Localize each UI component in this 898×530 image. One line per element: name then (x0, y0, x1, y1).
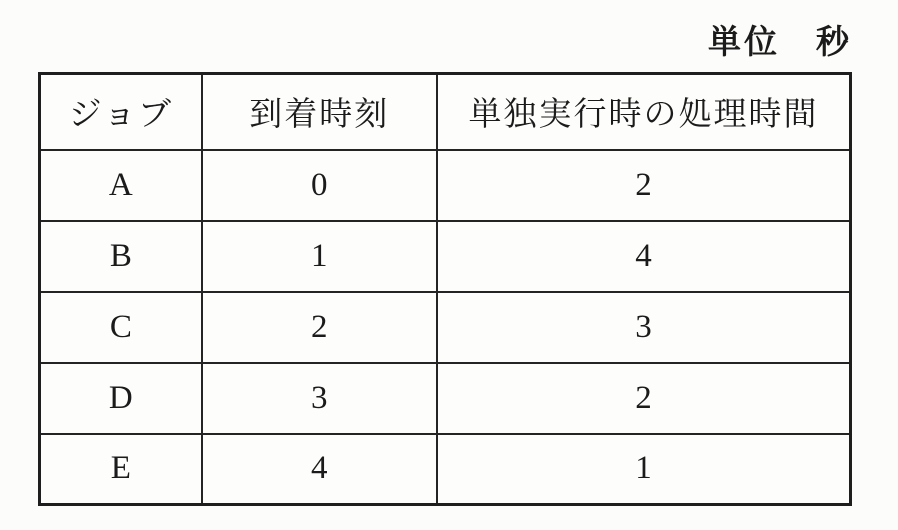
cell-job: D (40, 363, 202, 434)
cell-arrival-time: 2 (202, 292, 437, 363)
cell-processing-time: 2 (437, 363, 851, 434)
cell-arrival-time: 4 (202, 434, 437, 505)
table-header-row (40, 74, 851, 150)
cell-arrival-time: 0 (202, 150, 437, 221)
cell-processing-time: 3 (437, 292, 851, 363)
cell-job: A (40, 150, 202, 221)
table-row (40, 363, 851, 434)
cell-processing-time: 4 (437, 221, 851, 292)
cell-arrival-time: 1 (202, 221, 437, 292)
cell-processing-time: 1 (437, 434, 851, 505)
header-cell-arrival-time: 到着時刻 (202, 74, 437, 150)
table-row (40, 292, 851, 363)
table-row (40, 434, 851, 505)
jobs-table (38, 72, 852, 506)
cell-arrival-time: 3 (202, 363, 437, 434)
header-cell-job: ジョブ (40, 74, 202, 150)
unit-label: 単位 秒 (708, 25, 852, 61)
table-row (40, 221, 851, 292)
table-row (40, 150, 851, 221)
header-cell-processing-time: 単独実行時の処理時間 (437, 74, 851, 150)
cell-job: B (40, 221, 202, 292)
cell-processing-time: 2 (437, 150, 851, 221)
cell-job: E (40, 434, 202, 505)
cell-job: C (40, 292, 202, 363)
